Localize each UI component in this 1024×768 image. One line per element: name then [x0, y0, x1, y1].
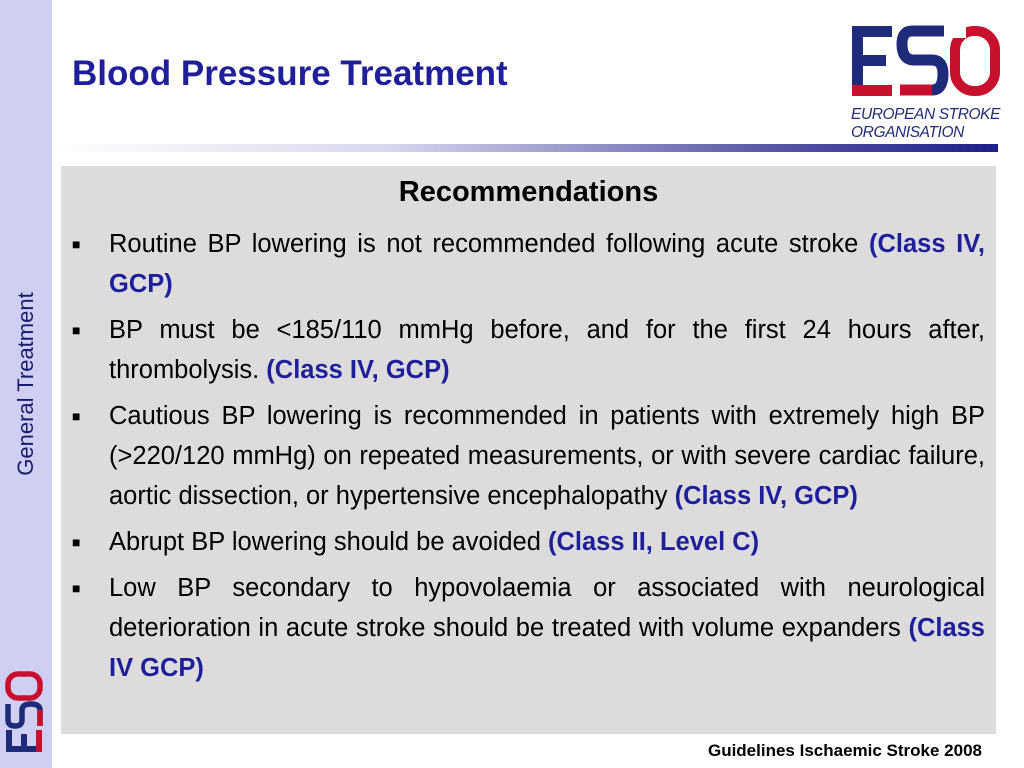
evidence-class: (Class IV, GCP): [109, 230, 985, 298]
recommendation-text: Abrupt BP lowering should be avoided: [109, 528, 548, 556]
eso-logo: [848, 22, 1002, 146]
evidence-class: (Class IV, GCP): [674, 482, 858, 510]
side-band: [0, 0, 52, 768]
list-item: [61, 568, 996, 688]
bullet-square-icon: ■: [72, 534, 81, 550]
eso-logo-small-icon: [4, 668, 48, 752]
list-item: [61, 396, 996, 516]
logo-line-2: ORGANISATION: [851, 124, 964, 141]
evidence-class: (Class IV, GCP): [266, 356, 450, 384]
recommendation-text: Low BP secondary to hypovolaemia or associated with neurological deterioration in acute stroke should be treated with volume expanders: [109, 574, 985, 642]
bullet-square-icon: ■: [72, 322, 81, 338]
list-item: [61, 224, 996, 304]
bullet-square-icon: ■: [72, 580, 81, 596]
bullet-square-icon: ■: [72, 408, 81, 424]
slide-title: Blood Pressure Treatment: [72, 54, 508, 93]
recommendation-text: Routine BP lowering is not recommended following acute stroke: [109, 230, 869, 258]
header-divider: [52, 144, 998, 152]
recommendations-list: [61, 224, 996, 694]
evidence-class: (Class II, Level C): [548, 528, 760, 556]
evidence-class: (Class IV GCP): [109, 614, 985, 682]
footer-caption: Guidelines Ischaemic Stroke 2008: [707, 741, 982, 760]
eso-logo-mark-icon: [848, 22, 1002, 102]
list-item: [61, 310, 996, 390]
section-label: General Treatment: [13, 292, 38, 476]
recommendation-text: Cautious BP lowering is recommended in patients with extremely high BP (>220/120 mmHg) on repeated measurements, or with severe cardiac failure, aortic dissection, or hypertensive encephalopathy: [109, 402, 985, 510]
list-item: [61, 522, 996, 562]
bullet-square-icon: ■: [72, 236, 81, 252]
recommendations-panel: [61, 166, 996, 734]
recommendations-heading: Recommendations: [398, 176, 659, 208]
recommendation-text: BP must be <185/110 mmHg before, and for the first 24 hours after, thrombolysis.: [109, 316, 985, 384]
logo-line-1: EUROPEAN STROKE: [851, 106, 1001, 123]
